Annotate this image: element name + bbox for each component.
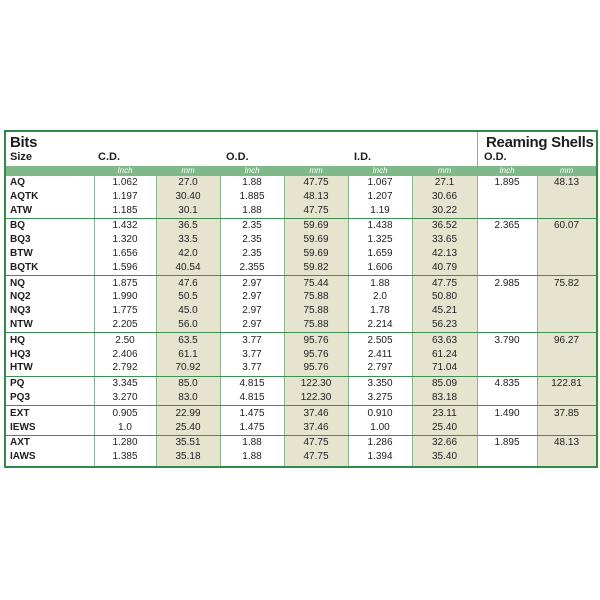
value-cell: 2.214 — [367, 319, 393, 330]
value-cell: 1.0 — [118, 421, 132, 433]
value-cell: 35.40 — [431, 451, 458, 463]
value-cell: 48.13 — [553, 177, 580, 188]
value-cell: 50.5 — [178, 291, 198, 303]
value-cell: 59.69 — [303, 220, 329, 232]
table-row — [6, 304, 596, 318]
unit-bar — [6, 166, 596, 176]
value-cell: 30.66 — [431, 190, 458, 202]
value-cell: 0.910 — [367, 407, 393, 419]
value-cell: 0.905 — [112, 407, 138, 419]
value-cell: 1.19 — [370, 204, 390, 216]
value-cell — [477, 290, 537, 304]
value-cell: 2.97 — [242, 305, 262, 317]
value-cell — [477, 261, 537, 275]
value-cell: 4.815 — [239, 378, 265, 390]
value-cell: 1.78 — [370, 305, 390, 317]
value-cell: 2.355 — [239, 261, 265, 273]
table-row — [6, 391, 596, 405]
value-cell — [537, 304, 596, 318]
value-cell: 2.97 — [242, 291, 262, 303]
value-cell: 48.13 — [553, 437, 580, 449]
unit-mm-label: mm — [437, 166, 452, 175]
value-cell — [477, 204, 537, 218]
value-cell: 3.345 — [112, 378, 138, 390]
reaming-od-label: O.D. — [484, 151, 507, 163]
value-cell: 30.22 — [431, 204, 458, 216]
value-cell: 37.85 — [553, 407, 580, 419]
table-row — [6, 421, 596, 435]
size-cell: AQTK — [10, 190, 39, 202]
size-cell: HTW — [10, 362, 33, 374]
size-cell: PQ3 — [10, 392, 31, 403]
value-cell: 2.505 — [367, 334, 393, 346]
value-cell — [537, 204, 596, 218]
size-cell: IEWS — [10, 421, 36, 433]
value-cell: 1.475 — [239, 421, 265, 433]
value-cell: 25.40 — [175, 421, 201, 433]
value-cell: 1.895 — [494, 437, 520, 449]
value-cell: 59.82 — [303, 261, 329, 273]
value-cell: 32.66 — [431, 437, 458, 449]
size-cell: ATW — [10, 204, 33, 216]
value-cell: 3.350 — [367, 378, 393, 390]
value-cell: 1.280 — [112, 437, 138, 449]
value-cell: 61.24 — [431, 348, 458, 360]
value-cell: 1.432 — [112, 220, 138, 232]
size-cell: NQ — [10, 277, 25, 289]
value-cell: 47.75 — [303, 451, 329, 463]
value-cell: 1.438 — [367, 220, 393, 232]
value-cell — [537, 261, 596, 275]
value-cell: 40.79 — [431, 261, 458, 273]
table-row — [6, 190, 596, 204]
value-cell: 47.75 — [303, 177, 329, 188]
value-cell: 45.0 — [178, 305, 198, 317]
value-cell: 1.385 — [112, 451, 138, 463]
value-cell: 37.46 — [303, 421, 329, 433]
value-cell: 45.21 — [431, 305, 458, 317]
value-cell: 2.985 — [494, 277, 520, 289]
value-cell: 1.185 — [112, 204, 138, 216]
value-cell: 47.75 — [431, 277, 458, 289]
value-cell: 1.88 — [242, 451, 262, 463]
value-cell — [537, 391, 596, 405]
value-cell: 2.365 — [494, 220, 520, 232]
value-cell: 2.406 — [112, 348, 138, 360]
size-cell: HQ — [10, 334, 25, 346]
value-cell: 3.790 — [494, 334, 520, 346]
value-cell: 4.815 — [239, 392, 265, 403]
value-cell: 1.885 — [239, 190, 265, 202]
value-cell: 71.04 — [431, 362, 458, 374]
value-cell — [537, 421, 596, 435]
table-row — [6, 290, 596, 304]
table-row — [6, 334, 596, 348]
value-cell: 3.77 — [242, 334, 262, 346]
value-cell: 42.13 — [431, 248, 458, 259]
value-cell: 42.0 — [178, 248, 198, 259]
bits-title: Bits — [10, 134, 38, 151]
value-cell: 50.80 — [431, 291, 458, 303]
unit-mm-label: mm — [309, 166, 323, 175]
table-row — [6, 277, 596, 291]
size-cell: BQTK — [10, 261, 39, 273]
value-cell: 36.52 — [431, 220, 458, 232]
table-header — [6, 132, 596, 166]
header-divider — [477, 132, 478, 166]
value-cell: 1.207 — [367, 190, 393, 202]
value-cell: 2.792 — [112, 362, 138, 374]
value-cell: 59.69 — [303, 248, 329, 259]
value-cell: 83.0 — [178, 392, 198, 403]
size-cell: EXT — [10, 407, 30, 419]
value-cell: 95.76 — [303, 348, 329, 360]
value-cell — [477, 304, 537, 318]
od-label: O.D. — [226, 151, 249, 163]
value-cell: 25.40 — [431, 421, 458, 433]
size-cell: BTW — [10, 248, 33, 259]
value-cell: 35.51 — [175, 437, 201, 449]
table-row — [6, 219, 596, 233]
value-cell: 1.286 — [367, 437, 393, 449]
value-cell — [477, 348, 537, 362]
table-row — [6, 407, 596, 421]
value-cell: 61.1 — [178, 348, 198, 360]
value-cell: 1.325 — [367, 234, 393, 246]
value-cell: 2.50 — [115, 334, 135, 346]
value-cell — [537, 450, 596, 464]
value-cell: 33.65 — [431, 234, 458, 246]
value-cell: 2.35 — [242, 248, 262, 259]
value-cell: 2.797 — [367, 362, 393, 374]
value-cell: 1.88 — [242, 204, 262, 216]
value-cell: 95.76 — [303, 334, 329, 346]
value-cell: 63.63 — [431, 334, 458, 346]
table-row — [6, 247, 596, 261]
value-cell: 75.82 — [553, 277, 580, 289]
reaming-shells-title: Reaming Shells — [486, 134, 594, 151]
value-cell: 4.835 — [494, 378, 520, 390]
value-cell: 1.197 — [112, 190, 138, 202]
value-cell: 30.40 — [175, 190, 201, 202]
value-cell: 1.596 — [112, 261, 138, 273]
value-cell: 2.35 — [242, 234, 262, 246]
value-cell: 27.0 — [178, 177, 198, 188]
value-cell — [477, 247, 537, 261]
value-cell: 36.5 — [178, 220, 198, 232]
value-cell: 122.30 — [300, 392, 332, 403]
size-cell: BQ — [10, 220, 25, 232]
unit-inch-label: Inch — [117, 166, 133, 175]
value-cell: 96.27 — [553, 334, 580, 346]
value-cell: 1.656 — [112, 248, 138, 259]
cd-label: C.D. — [98, 151, 120, 163]
value-cell: 27.1 — [434, 177, 455, 188]
value-cell — [477, 361, 537, 375]
table-row — [6, 348, 596, 362]
value-cell: 3.275 — [367, 392, 393, 403]
value-cell: 1.606 — [367, 261, 393, 273]
table-row — [6, 261, 596, 275]
value-cell: 1.88 — [370, 277, 390, 289]
value-cell: 48.13 — [303, 190, 329, 202]
value-cell — [537, 290, 596, 304]
value-cell — [477, 190, 537, 204]
value-cell: 40.54 — [175, 261, 201, 273]
size-cell: AQ — [10, 177, 25, 188]
value-cell: 2.411 — [367, 348, 393, 360]
table-row — [6, 377, 596, 391]
unit-inch-label: Inch — [372, 166, 388, 175]
value-cell: 75.88 — [303, 291, 329, 303]
value-cell — [537, 190, 596, 204]
value-cell: 1.990 — [112, 291, 138, 303]
size-cell: HQ3 — [10, 348, 31, 360]
size-cell: IAWS — [10, 451, 36, 463]
value-cell — [477, 450, 537, 464]
value-cell: 37.46 — [303, 407, 329, 419]
table-row — [6, 318, 596, 332]
value-cell: 3.270 — [112, 392, 138, 403]
value-cell: 47.6 — [178, 277, 198, 289]
value-cell: 95.76 — [303, 362, 329, 374]
value-cell — [537, 233, 596, 247]
value-cell: 59.69 — [303, 234, 329, 246]
value-cell: 1.320 — [112, 234, 138, 246]
value-cell: 23.11 — [432, 407, 457, 419]
table-row — [6, 233, 596, 247]
unit-inch-label: Inch — [244, 166, 260, 175]
value-cell: 1.88 — [242, 177, 262, 188]
table-row — [6, 450, 596, 464]
table-row — [6, 436, 596, 450]
value-cell: 2.0 — [373, 291, 387, 303]
value-cell: 60.07 — [553, 220, 580, 232]
size-cell: BQ3 — [10, 234, 31, 246]
value-cell: 83.18 — [431, 392, 458, 403]
id-label: I.D. — [354, 151, 372, 163]
value-cell — [537, 247, 596, 261]
value-cell: 1.875 — [112, 277, 138, 289]
value-cell: 56.0 — [178, 319, 198, 330]
value-cell: 2.97 — [242, 319, 262, 330]
table-row — [6, 176, 596, 190]
size-cell: NTW — [10, 319, 33, 330]
value-cell — [537, 361, 596, 375]
value-cell: 1.475 — [239, 407, 265, 419]
unit-inch-label: Inch — [499, 166, 515, 175]
value-cell: 1.062 — [112, 177, 138, 188]
value-cell: 1.775 — [112, 305, 138, 317]
value-cell — [477, 233, 537, 247]
value-cell: 75.88 — [303, 319, 329, 330]
value-cell: 85.09 — [431, 378, 458, 390]
unit-mm-label: mm — [181, 166, 195, 175]
value-cell: 47.75 — [303, 204, 329, 216]
value-cell — [477, 421, 537, 435]
value-cell: 30.1 — [178, 204, 198, 216]
table-row — [6, 361, 596, 375]
size-cell: AXT — [10, 437, 30, 449]
value-cell: 122.30 — [300, 378, 332, 390]
size-cell: NQ2 — [10, 291, 31, 303]
size-cell: PQ — [10, 378, 25, 390]
value-cell: 3.77 — [242, 362, 262, 374]
value-cell — [477, 318, 537, 332]
value-cell: 56.23 — [431, 319, 458, 330]
value-cell — [477, 391, 537, 405]
value-cell — [537, 348, 596, 362]
size-label: Size — [10, 151, 33, 163]
value-cell: 3.77 — [242, 348, 262, 360]
table-row — [6, 204, 596, 218]
unit-mm-label: mm — [559, 166, 574, 175]
value-cell: 75.44 — [303, 277, 329, 289]
value-cell: 63.5 — [178, 334, 198, 346]
bit-size-table — [4, 130, 598, 468]
value-cell: 122.81 — [551, 378, 582, 390]
value-cell: 2.35 — [242, 220, 262, 232]
value-cell: 1.895 — [494, 177, 520, 188]
value-cell: 1.659 — [367, 248, 393, 259]
value-cell: 1.394 — [367, 451, 393, 463]
value-cell: 2.205 — [112, 319, 138, 330]
value-cell: 47.75 — [303, 437, 329, 449]
value-cell: 75.88 — [303, 305, 329, 317]
value-cell: 85.0 — [178, 378, 198, 390]
table-body — [6, 176, 596, 466]
value-cell: 35.18 — [175, 451, 201, 463]
value-cell: 1.067 — [367, 177, 393, 188]
value-cell: 2.97 — [242, 277, 262, 289]
value-cell: 22.99 — [175, 407, 201, 419]
size-cell: NQ3 — [10, 305, 31, 317]
value-cell: 1.88 — [242, 437, 262, 449]
value-cell: 33.5 — [178, 234, 198, 246]
value-cell: 70.92 — [175, 362, 201, 374]
value-cell: 1.490 — [494, 407, 520, 419]
value-cell: 1.00 — [370, 421, 390, 433]
value-cell — [537, 318, 596, 332]
